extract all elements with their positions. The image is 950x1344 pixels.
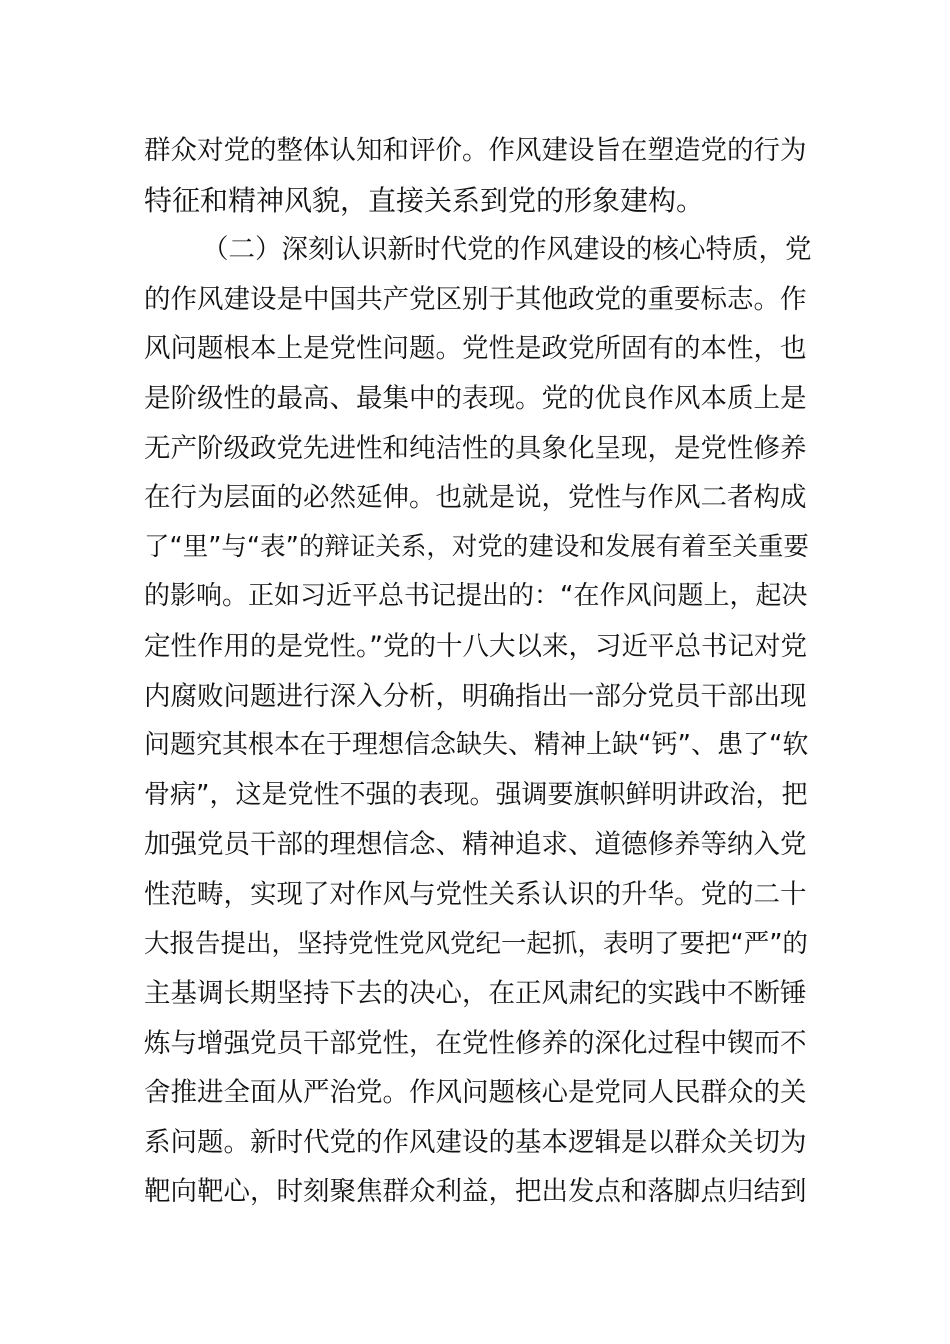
text-line: 是阶级性的最高、最集中的表现。党的优良作风本质上是 — [144, 382, 807, 414]
text-line: 加强党员干部的理想信念、精神追求、道德修养等纳入党 — [144, 829, 807, 861]
text-line: 的作风建设是中国共产党区别于其他政党的重要标志。作 — [144, 283, 807, 315]
text-line: 问题究其根本在于理想信念缺失、精神上缺“钙”、患了“软 — [144, 730, 809, 761]
text-line: 风问题根本上是党性问题。党性是政党所固有的本性，也 — [144, 333, 807, 365]
text-line: 定性作用的是党性。”党的十八大以来，习近平总书记对党 — [144, 630, 807, 662]
text-line: 群众对党的整体认知和评价。作风建设旨在塑造党的行为 — [144, 135, 807, 166]
text-line: 舍推进全面从严治党。作风问题核心是党同人民群众的关 — [144, 1077, 807, 1109]
text-line: 骨病”，这是党性不强的表现。强调要旗帜鲜明讲政治，把 — [144, 779, 808, 810]
text-line: 的影响。正如习近平总书记提出的：“在作风问题上，起决 — [144, 581, 808, 612]
section-heading-line: （二）深刻认识新时代党的作风建设的核心特质，党 — [202, 234, 812, 266]
text-line: 靶向靶心，时刻聚焦群众利益，把出发点和落脚点归结到 — [144, 1176, 807, 1208]
text-line: 无产阶级政党先进性和纯洁性的具象化呈现，是党性修养 — [144, 432, 807, 464]
text-line: 系问题。新时代党的作风建设的基本逻辑是以群众关切为 — [144, 1126, 807, 1158]
body-text — [144, 126, 814, 1217]
text-line: 内腐败问题进行深入分析，明确指出一部分党员干部出现 — [144, 680, 807, 712]
text-line: 了“里”与“表”的辩证关系，对党的建设和发展有着至关重要 — [144, 531, 809, 562]
text-line: 在行为层面的必然延伸。也就是说，党性与作风二者构成 — [144, 482, 807, 514]
text-line: 特征和精神风貌，直接关系到党的形象建构。 — [144, 183, 705, 217]
text-line: 大报告提出，坚持党性党风党纪一起抓，表明了要把“严”的 — [144, 928, 808, 959]
text-line: 炼与增强党员干部党性，在党性修养的深化过程中锲而不 — [144, 1027, 807, 1059]
text-line: 性范畴，实现了对作风与党性关系认识的升华。党的二十 — [144, 878, 807, 910]
text-line: 主基调长期坚持下去的决心，在正风肃纪的实践中不断锤 — [144, 978, 807, 1010]
